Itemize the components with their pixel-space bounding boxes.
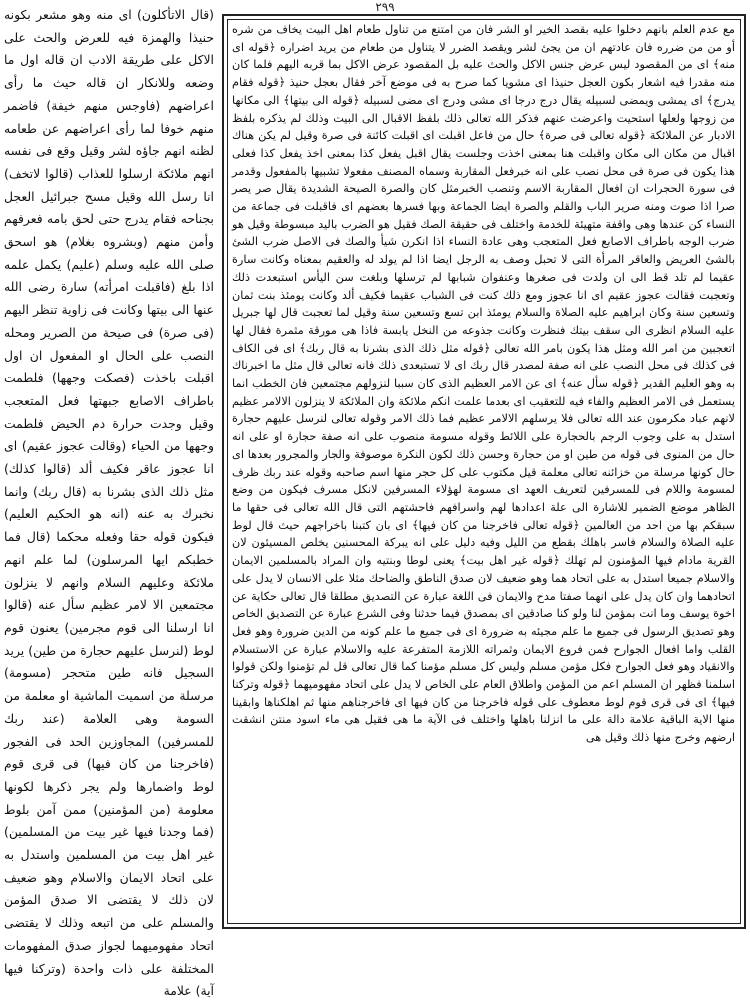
main-text-inner-border [227, 19, 741, 924]
page-number: ۲۹۹ [375, 0, 395, 14]
main-text-frame [222, 14, 746, 929]
margin-commentary-column [4, 4, 214, 999]
margin-paragraph: (قال الاتأكلون) اى منه وهو مشعر بكونه حنيذا والهمزة فيه للعرض والحث على الاكل على طريقة الادب ان قاله اول ما وضعه وللانكار ان قاله حيث ما رأى اعراضهم (فاوجس منهم خيفة) فاضمر منهم خوفا لما رأى اعراضهم عن طعامه لظنه انهم جاؤه لشر وقيل وقع فى نفسه انهم ملائكة ارسلوا للعذاب (قالوا لاتخف) انا رسل الله وقيل مسح جبرائيل العجل بجناحه فقام يدرج حتى لحق بامه فعرفهم وأمن منهم (وبشروه بغلام) هو اسحق صلى الله عليه وسلم (عليم) يكمل علمه اذا بلغ (فاقبلت امرأته) سارة رضى الله عنها الى بيتها وكانت فى زاوية تنظر اليهم (فى صرة) فى صيحة من الصرير ومحله النصب على الحال او المفعول ان اول اقبلت باخذت (فصكت وجهها) فلطمت باطراف الاصابع جبهتها فعل المتعجب وقيل وجدت حرارة دم الحيض فلطمت وجهها من الحياء (وقالت عجوز عقيم) اى انا عجوز عاقر فكيف ألد (قالوا كذلك) مثل ذلك الذى بشرنا به (قال ربك) وانما نخبرك به عنه (انه هو الحكيم العليم) فيكون قوله حقا وفعله محكما (قال فما خطبكم ايها المرسلون) لما علم انهم ملائكة وعليهم السلام وانهم لا ينزلون مجتمعين الا لامر عظيم سأل عنه (قالوا انا ارسلنا الى قوم مجرمين) يعنون قوم لوط (لنرسل عليهم حجارة من طين) يريد السجيل فانه طين متحجر (مسومة) مرسلة من اسميت الماشية او معلمة من السومة وهى العلامة (عند ربك للمسرفين) المجاوزين الحد فى الفجور (فاخرجنا من كان فيها) فى قرى قوم لوط واضمارها ولم يجر ذكرها لكونها معلومة (من المؤمنين) ممن آمن بلوط (فما وجدنا فيها غير بيت من المسلمين) غير اهل بيت من المسلمين واستدل به على اتحاد الايمان والاسلام وهو ضعيف لان ذلك لا يقتضى الا صدق المؤمن والمسلم على من اتبعه وذلك لا يقتضى اتحاد مفهوميهما لجواز صدق المفهومات المختلفة على ذات واحدة (وتركنا فيها آية) علامة [4, 7, 214, 999]
main-commentary-text [228, 20, 740, 747]
main-paragraph: مع عدم العلم بانهم دخلوا عليه بقصد الخير او الشر فان من امتنع من تناول طعام اهل البيت يخاف من شره أو من من ضرره فان عادتهم ان من يجئ لشر ويقصد الضرر لا يتناول من طعام من يريد اضراره ﴿قوله اى منه﴾ اى من المقصود ليس عرض جنس الاكل والحث عليه بل المقصود عرض الاكل بما قربه اليهم فلما كان منه مقدرا فيه اشعار بكون العجل حنيذا اى مشويا كما صرح به فى موضع آخر فقال بعجل حنيذ ﴿قوله فقام يدرج﴾ اى يمشى ويمضى لسبيله يقال درج درجا اى مشى ودرج اى مضى لسبيله ﴿قوله الى بيتها﴾ الى مكانها من زوجها ولعلها استحيت واعرضت عنهم فذكر الله تعالى ذلك بلفظ الاقبال الى البيت وذلك لم يذكره بلفظ الادبار عن الملائكة ﴿قوله تعالى فى صرة﴾ حال من فاعل اقبلت اى اقبلت كائنة فى صرة وقيل لم يكن هناك اقبال من مكان الى مكان واقبلت هنا بمعنى اخذت وجلست يقال اقبل يفعل كذا بمعنى اخذ يفعل كذا فعلى هذا يكون فى صرة فى محل نصب على انه خبرفعل المقاربة وسماه المصنف مفعولا تشبيها بالمفعول وقدمر فى سورة الحجرات ان افعال المقاربة الاسم وتنصب الخبرمثل كان والصرة الصيحة الشديدة يقال صر يصر صرا اذا صوت ومنه صرير الباب والقلم والصرة ايضا الجماعة وبها فسرها بعضهم اى فاقبلت فى جماعة من النساء كن عندها وهى واقفة متهيئة للخدمة واختلف فى حقيقة الصك فقيل هو الضرب باليد مبسوطة وقيل هو ضرب الوجه باطراف الاصابع فعل المتعجب وهى عادة النساء اذا انكرن شيأ والصك فى الاصل ضرب الشئ بالشئ العريض والعاقر المرأة التى لا تحبل وصف به الرجل ايضا اذا لم يولد له والعقيم بمعناه وكانت سارة عقيما لم تلد قط الى ان ولدت فى صغرها وعنفوان شبابها لم ترسلها وبلغت سن اليأس استبعدت ذلك وتعجبت فقالت عجوز عقيم اى انا عجوز ومع ذلك كنت فى الشباب عقيما فكيف ألد وكانت يومئذ بنت ثمان وتسعين سنة وكان ابراهيم عليه الصلاة والسلام يومئذ ابن تسع وتسعين سنة وقيل لما تعجبت قال لها جبريل عليه السلام انظرى الى سقف بيتك فنظرت وكانت جذوعه من النخل يابسة فاذا هى مورقة مثمرة فقال لها اتعجبين من امر الله ومثل هذا يكون بامر الله تعالى ﴿قوله مثل ذلك الذى بشرنا به قال ربك﴾ اى فى الكاف فى كذلك فى محل النصب على انه صفة لمصدر قال ربك اى لا تستبعدى ذلك فانه تعالى قال مثل ما اخبرناك به وهو العليم القدير ﴿قوله سأل عنه﴾ اى عن الامر العظيم الذى كان سببا لنزولهم مجتمعين فان الخطب انما يستعمل فى الامر العظيم والفاء فيه للتعقيب اى بعدما علمت انكم ملائكة وان الملائكة لا ينزلون الالامر عظيم لانهم عباد مكرمون عند الله تعالى فلا يرسلهم الالامر عظيم فما ذلك الامر وقوله تعالى لنرسل عليهم حجارة استدل به على وجوب الرجم بالحجارة على اللائط وقوله مسومة منصوب على انه صفة حجارة او على انه حال من المنوى فى قوله من طين او من حجارة وحسن ذلك لكون النكرة موصوفة والجار والمجرور بعدها اى حال كونها مرسلة من خزائنه تعالى معلمة قيل مكتوب على كل حجر منها اسم صاحبه وقوله عند ربك ظرف لمسومة واللام فى للمسرفين لتعريف العهد اى مسومة لهؤلاء المسرفين لانكل مسرف فيكون من وضع الظاهر موضع الضمير للاشارة الى علة اعدادها لهم واسرافهم فاحشتهم التى قال الله تعالى فى حقها ما سبقكم بها من احد من العالمين ﴿قوله تعالى فاخرجنا من كان فيها﴾ اى بان كتبنا باخراجهم حيث قال لوط عليه الصلاة والسلام فاسر باهلك بقطع من الليل وفيه دليل على انه يبركة المحسنين يخلص المسيئون لان القرية مادام فيها المؤمنون لم تهلك ﴿قوله غير اهل بيت﴾ يعنى لوطا وبنتيه وان المراد بالمسلمين الايمان والاسلام جميعا استدل به على اتحاد هما وهو ضعيف لان صدق الناطق والضاحك مثلا على الانسان لا يدل على اتحادهما وان كان يدل على انهما صفتا مدح والايمان فى اللغة عبارة عن التصديق مطلقا قال تعالى حكاية عن اخوة يوسف وما انت بمؤمن لنا ولو كنا صادقين اى بمصدق فيما حدثنا وفى الشرع عبارة عن التصديق الخاص وهو تصديق الرسول فى جميع ما علم مجيئه به ضرورة اى فى جميع ما علم كونه من الدين ضرورة وهو فعل القلب واما افعال الجوارح فمن فروع الايمان وثمراته اللازمة المتفرعة عليه والاسلام عبارة عن الاستسلام والانقياد وهو فعل الجوارح فكل مؤمن مسلم وليس كل مسلم مؤمنا كما قال تعالى قل لم تؤمنوا ولكن قولوا اسلمنا فظهر ان المسلم اعم من المؤمن واطلاق العام على الخاص لا يدل على اتحاد مفهوميهما ﴿قوله وتركنا فيها﴾ اى فى قرى قوم لوط معطوف على قوله فاخرجنا من كان فيها اى فاخرجناهم منها ثم اهلكناها وابقينا منها الاية الباقية علامة دالة على ما انزلنا باهلها واختلف فى الآية ما هى فقيل هى ماء اسود منتن انشقت ارضهم وخرج منها ذلك وقيل هى [232, 23, 735, 745]
